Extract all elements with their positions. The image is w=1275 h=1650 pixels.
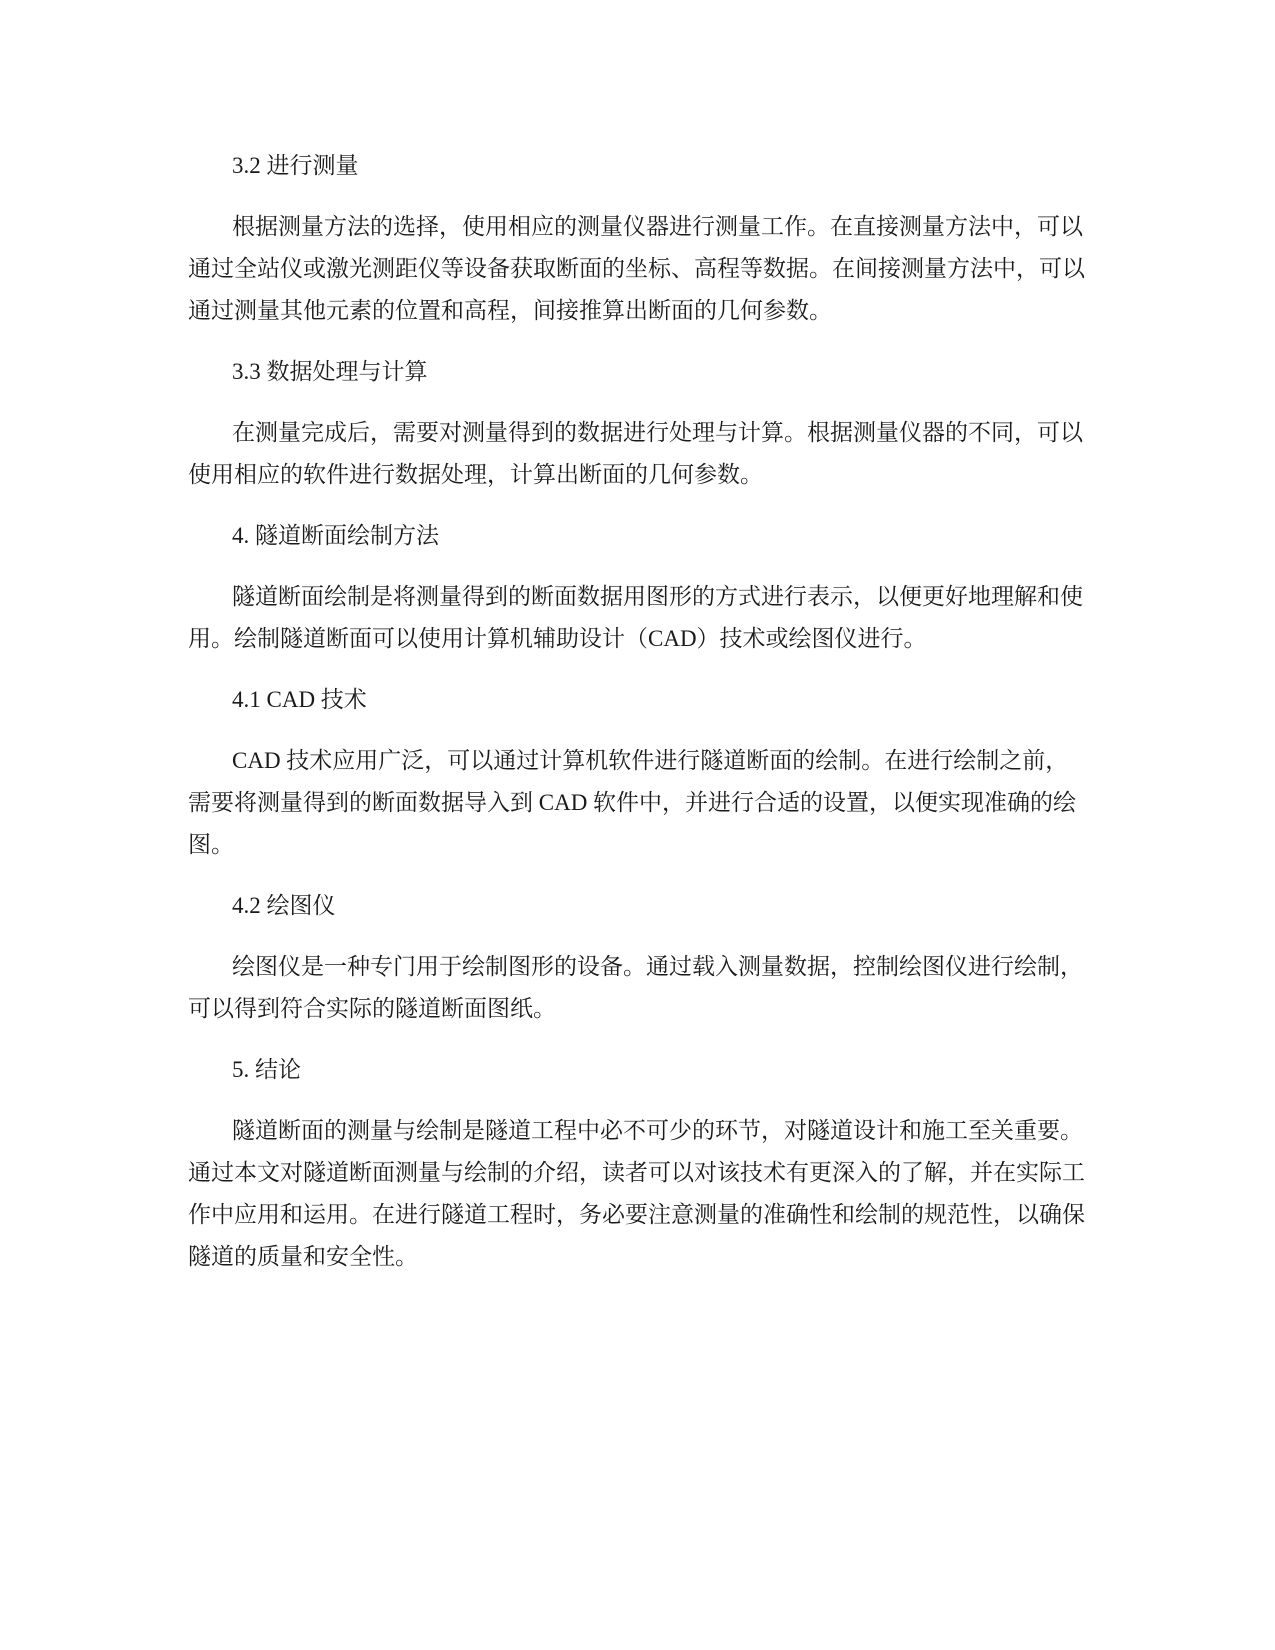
section-paragraph-4: 隧道断面绘制是将测量得到的断面数据用图形的方式进行表示，以便更好地理解和使用。绘制隧道断面可以使用计算机辅助设计（CAD）技术或绘图仪进行。 bbox=[188, 584, 1083, 651]
document-content bbox=[188, 145, 1088, 1297]
section-paragraph-4-1: CAD 技术应用广泛，可以通过计算机软件进行隧道断面的绘制。在进行绘制之前，需要将测量得到的断面数据导入到 CAD 软件中，并进行合适的设置，以便实现准确的绘图。 bbox=[188, 748, 1077, 857]
section-heading-3-3: 3.3 数据处理与计算 bbox=[232, 359, 428, 384]
section-paragraph-3-3: 在测量完成后，需要对测量得到的数据进行处理与计算。根据测量仪器的不同，可以使用相应的软件进行数据处理，计算出断面的几何参数。 bbox=[188, 420, 1083, 487]
section-paragraph-4-2: 绘图仪是一种专门用于绘制图形的设备。通过载入测量数据，控制绘图仪进行绘制，可以得到符合实际的隧道断面图纸。 bbox=[188, 954, 1083, 1021]
section-heading-4: 4. 隧道断面绘制方法 bbox=[232, 523, 439, 548]
section-paragraph-3-2: 根据测量方法的选择，使用相应的测量仪器进行测量工作。在直接测量方法中，可以通过全站仪或激光测距仪等设备获取断面的坐标、高程等数据。在间接测量方法中，可以通过测量其他元素的位置和高程，间接推算出断面的几何参数。 bbox=[188, 214, 1085, 323]
section-heading-3-2: 3.2 进行测量 bbox=[232, 153, 359, 178]
section-heading-4-1: 4.1 CAD 技术 bbox=[232, 687, 367, 712]
section-heading-4-2: 4.2 绘图仪 bbox=[232, 893, 336, 918]
section-paragraph-5: 隧道断面的测量与绘制是隧道工程中必不可少的环节，对隧道设计和施工至关重要。通过本文对隧道断面测量与绘制的介绍，读者可以对该技术有更深入的了解，并在实际工作中应用和运用。在进行隧道工程时，务必要注意测量的准确性和绘制的规范性，以确保隧道的质量和安全性。 bbox=[188, 1118, 1085, 1269]
section-heading-5: 5. 结论 bbox=[232, 1057, 301, 1082]
